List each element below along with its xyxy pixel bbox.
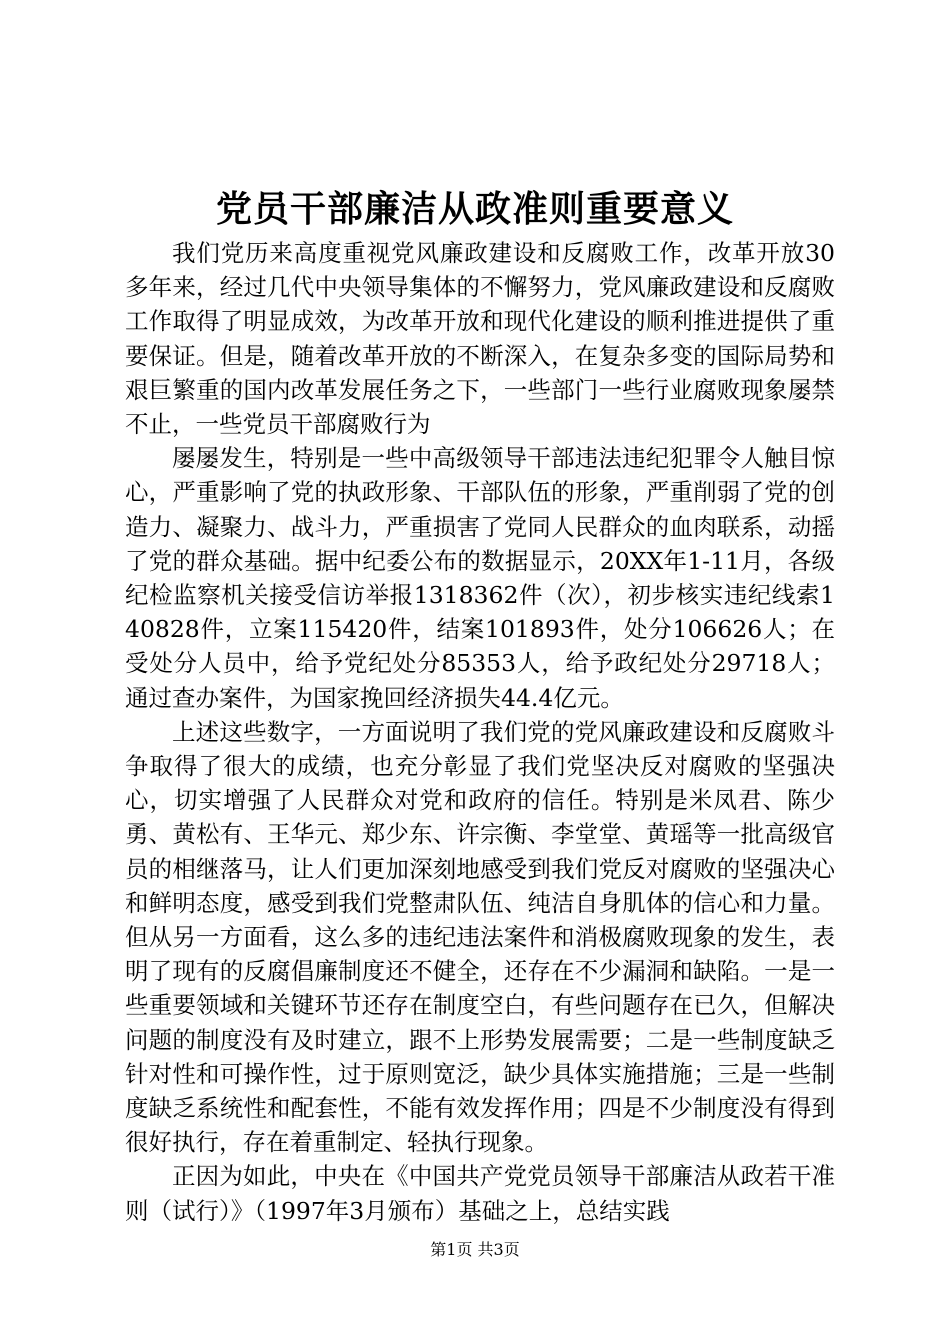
document-body: [125, 236, 835, 1228]
document-title: 党员干部廉洁从政准则重要意义: [215, 188, 734, 230]
paragraph: 我们党历来高度重视党风廉政建设和反腐败工作，改革开放30多年来，经过几代中央领导集体的不懈努力，党风廉政建设和反腐败工作取得了明显成效，为改革开放和现代化建设的顺利推进提供了重要保证。但是，随着改革开放的不断深入，在复杂多变的国际局势和艰巨繁重的国内改革发展任务之下，一些部门一些行业腐败现象屡禁不止，一些党员干部腐败行为: [125, 239, 835, 439]
paragraph: 正因为如此，中央在《中国共产党党员领导干部廉洁从政若干准则（试行）》（1997年3月颁布）基础之上，总结实践: [125, 1162, 835, 1225]
paragraph: 上述这些数字，一方面说明了我们党的党风廉政建设和反腐败斗争取得了很大的成绩，也充分彰显了我们党坚决反对腐败的坚强决心，切实增强了人民群众对党和政府的信任。特别是米凤君、陈少勇、黄松有、王华元、郑少东、许宗衡、李堂堂、黄瑶等一批高级官员的相继落马，让人们更加深刻地感受到我们党反对腐败的坚强决心和鲜明态度，感受到我们党整肃队伍、纯洁自身肌体的信心和力量。但从另一方面看，这么多的违纪违法案件和消极腐败现象的发生，表明了现有的反腐倡廉制度还不健全，还存在不少漏洞和缺陷。一是一些重要领域和关键环节还存在制度空白，有些问题存在已久，但解决问题的制度没有及时建立，跟不上形势发展需要；二是一些制度缺乏针对性和可操作性，过于原则宽泛，缺少具体实施措施；三是一些制度缺乏系统性和配套性，不能有效发挥作用；四是不少制度没有得到很好执行，存在着重制定、轻执行现象。: [125, 717, 835, 1157]
page-footer: 第1页 共3页: [430, 1240, 520, 1259]
paragraph: 屡屡发生，特别是一些中高级领导干部违法违纪犯罪令人触目惊心，严重影响了党的执政形象、干部队伍的形象，严重削弱了党的创造力、凝聚力、战斗力，严重损害了党同人民群众的血肉联系，动摇了党的群众基础。据中纪委公布的数据显示，20XX年1-11月，各级纪检监察机关接受信访举报1318362件（次），初步核实违纪线索140828件，立案115420件，结案101893件，处分106626人；在受处分人员中，给予党纪处分85353人，给予政纪处分29718人；通过查办案件，为国家挽回经济损失44.4亿元。: [125, 444, 835, 712]
